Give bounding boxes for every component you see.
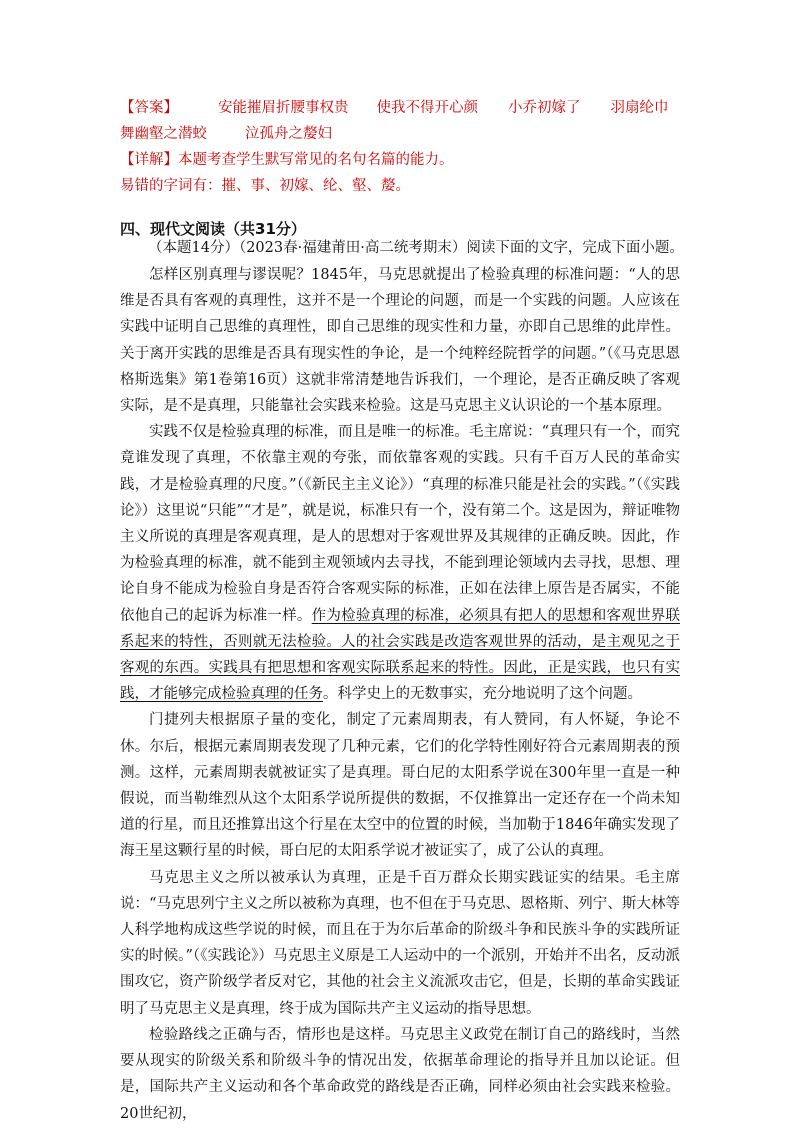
answer-item: 使我不得开心颜 [376, 100, 478, 116]
paragraph: 门捷列夫根据原子量的变化，制定了元素周期表，有人赞同，有人怀疑，争论不休。尔后，根据元素周期表发现了几种元素，它们的化学特性刚好符合元素周期表的预测。这样，元素周期表就被证实了是真理。哥白尼的太阳系学说在300年里一直是一种假说，而当勒维烈从这个太阳系学说所提供的数据，不仅推算出一定还存在一个尚未知道的行星，而且还推算出这个行星在太空中的位置的时候，当加勒于1846年确实发现了海王星这颗行星的时候，哥白尼的太阳系学说才被证实了，成了公认的真理。 [120, 712, 680, 860]
reading-passage [120, 262, 680, 1127]
paragraph: 马克思主义之所以被承认为真理，正是千百万群众长期实践证实的结果。毛主席说：“马克思列宁主义之所以被称为真理，也不但在于马克思、恩格斯、列宁、斯大林等人科学地构成这些学说的时候，而且在于为尔后革命的阶级斗争和民族斗争的实践所证实的时候。”（《实践论》）马克思主义原是工人运动中的一个派别，开始并不出名，反动派围攻它，资产阶级学者反对它，其他的社会主义流派攻击它，但是，长期的革命实践证明了马克思主义是真理，终于成为国际共产主义运动的指导思想。 [120, 869, 680, 1017]
answer-item: 安能摧眉折腰事权贵 [218, 100, 349, 116]
answer-item: 泣孤舟之嫠妇 [245, 126, 332, 142]
answer-item: 小乔初嫁了 [508, 100, 581, 116]
answer-line [120, 95, 700, 121]
answer-item: 舞幽壑之潜蛟 [120, 126, 207, 142]
detail-tag: 【详解】 [120, 152, 178, 168]
paragraph: 怎样区别真理与谬误呢？1845年，马克思就提出了检验真理的标准问题：“人的思维是否具有客观的真理性，这并不是一个理论的问题，而是一个实践的问题。人应该在实践中证明自己思维的真理性，即自己思维的现实性和力量，亦即自己思维的此岸性。关于离开实践的思维是否具有现实性的争论，是一个纯粹经院哲学的问题。”（《马克思恩格斯选集》第1卷第16页）这就非常清楚地告诉我们，一个理论，是否正确反映了客观实际，是不是真理，只能靠社会实践来检验。这是马克思主义认识论的一个基本原理。 [120, 267, 680, 415]
section-lead: （本题14分）（2023春·福建莆田·高二统考期末）阅读下面的文字，完成下面小题。 [148, 240, 684, 256]
answer-item: 羽扇纶巾 [610, 100, 669, 116]
detail-errors: 易错的字词有：摧、事、初嫁、纶、壑、嫠。 [120, 178, 410, 194]
paragraph-text: 。科学史上的无数事实，充分地说明了这个问题。 [323, 686, 642, 703]
answer-line [120, 121, 700, 147]
paragraph [120, 419, 680, 707]
detail-line [120, 147, 700, 173]
answer-section [120, 95, 700, 199]
detail-text: 本题考查学生默写常见的名句名篇的能力。 [178, 152, 454, 168]
paragraph-text: 实践不仅是检验真理的标准，而且是唯一的标准。毛主席说：“真理只有一个，而究竟谁发现了真理，不依靠主观的夸张，而依靠客观的实践。只有千百万人民的革命实践，才是检验真理的尺度。”（《新民主主义论》）“真理的标准只能是社会的实践。”（《实践论》）这里说“只能”“才是”，就是说，标准只有一个，没有第二个。这是因为，辩证唯物主义所说的真理是客观真理，是人的思想对于客观世界及其规律的正确反映。因此，作为检验真理的标准，就不能到主观领域内去寻找，不能到理论领域内去寻找，思想、理论自身不能成为检验自身是否符合客观实际的标准，正如在法律上原告是否属实，不能依他自己的起诉为标准一样。 [120, 424, 680, 624]
underlined-text: 作为检验真理的标准，必须具有把人的思想和客观世界联系起来的特性，否则就无法检验。人的社会实践是改造客观世界的活动，是主观见之于客观的东西。实践具有把思想和客观实际联系起来的特性。因此，正是实践，也只有实践，才能够完成检验真理的任务 [120, 607, 681, 703]
answer-tag: 【答案】 [120, 100, 178, 116]
section-heading: 四、现代文阅读（共31分） [120, 220, 306, 238]
paragraph: 检验路线之正确与否，情形也是这样。马克思主义政党在制订自己的路线时，当然要从现实的阶级关系和阶级斗争的情况出发，依据革命理论的指导并且加以论证。但是，国际共产主义运动和各个革命政党的路线是否正确，同样必须由社会实践来检验。20世纪初， [120, 1026, 680, 1122]
